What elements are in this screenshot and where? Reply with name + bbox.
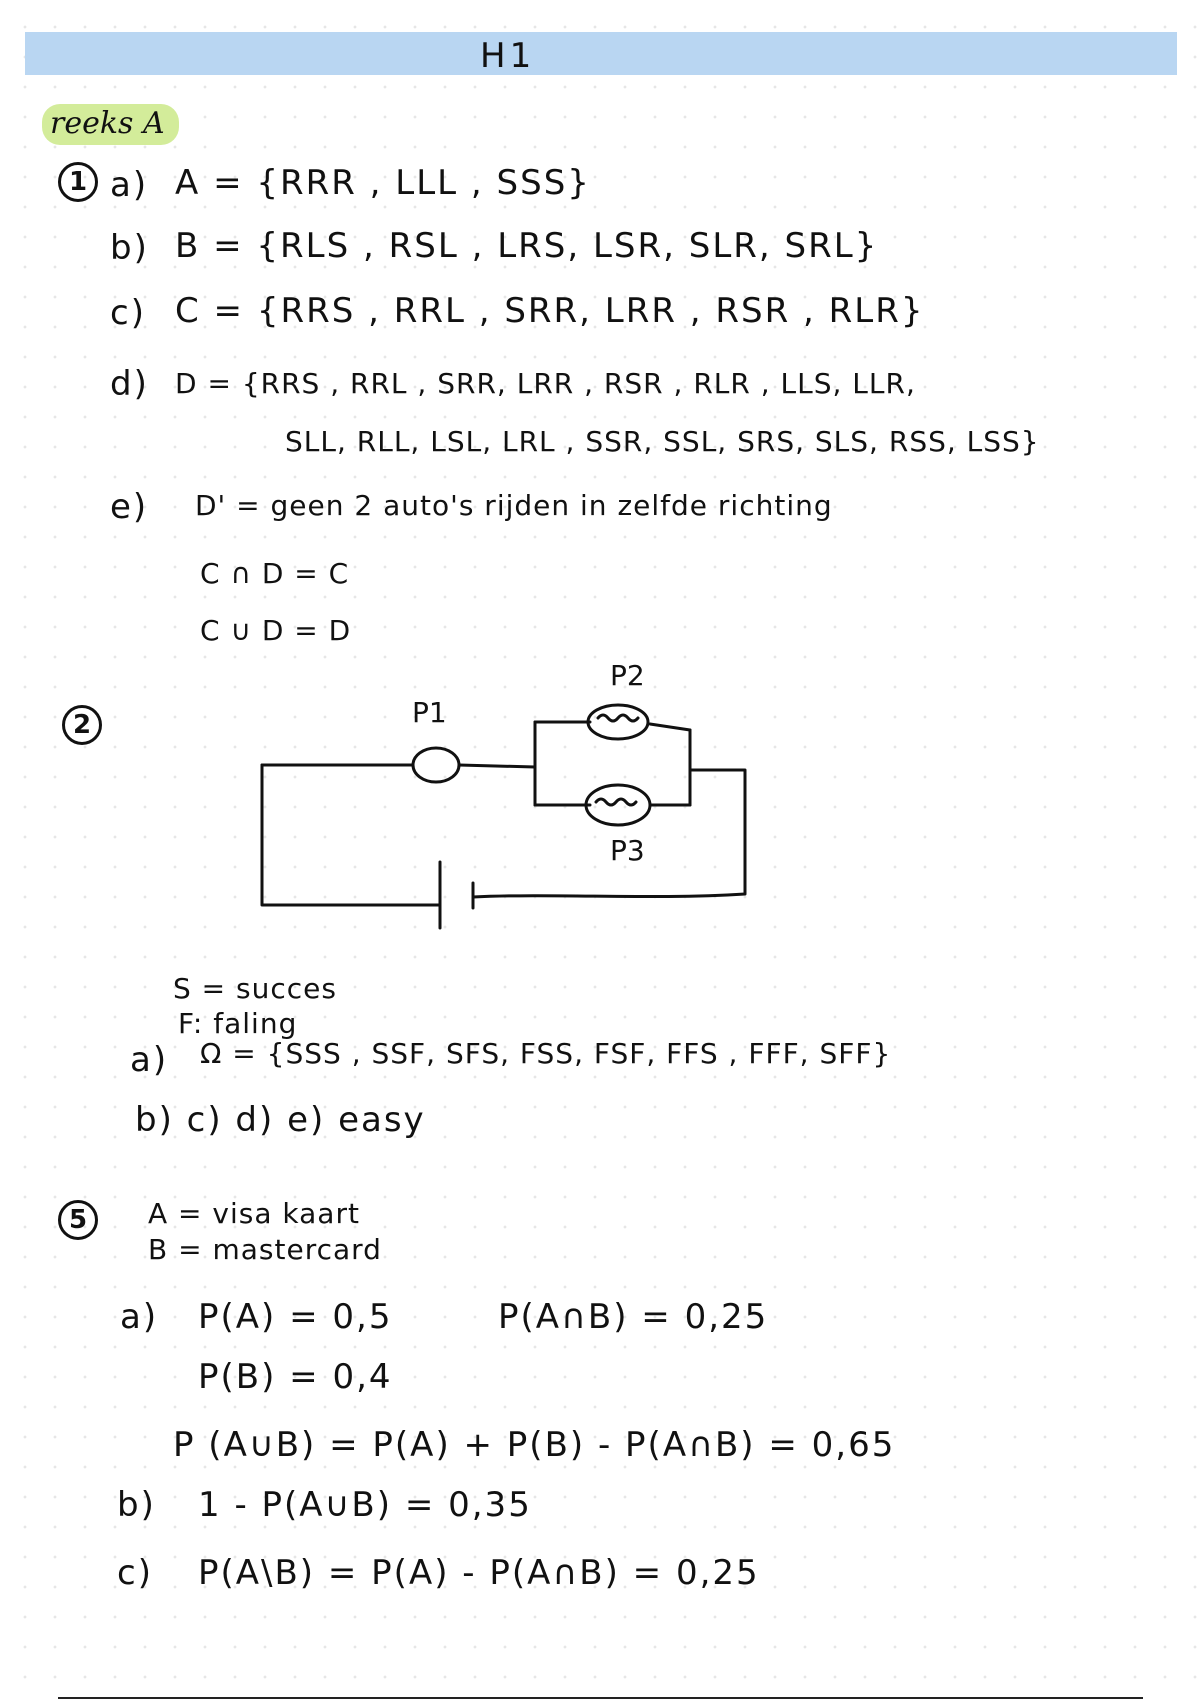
lamp-p1	[413, 748, 459, 782]
legend-success: S = succes	[173, 972, 337, 1005]
q1d-label: d)	[110, 364, 149, 404]
question-5-number: 5	[58, 1200, 98, 1240]
q1e-label: e)	[110, 487, 149, 527]
q1c-label: c)	[110, 293, 146, 333]
q1a-label: a)	[110, 165, 149, 205]
lamp-label-p1: P1	[412, 696, 447, 729]
q2b-text: b) c) d) e) easy	[135, 1100, 426, 1140]
q5a-label: a)	[120, 1297, 159, 1337]
question-2-number: 2	[62, 705, 102, 745]
lamp-p2	[588, 705, 648, 739]
q1d-line1: D = {RRS , RRL , SRR, LRR , RSR , RLR , LLS, LLR,	[175, 367, 916, 400]
q2a-label: a)	[130, 1040, 169, 1080]
q5c-text: P(A\B) = P(A) - P(A∩B) = 0,25	[198, 1553, 760, 1593]
q1e-intersection: C ∩ D = C	[200, 557, 350, 590]
lamp-p3-filament	[596, 799, 636, 805]
q5a-pa: P(A) = 0,5	[198, 1297, 393, 1337]
lamp-label-p3: P3	[610, 834, 645, 867]
q5a-pb: P(B) = 0,4	[198, 1357, 393, 1397]
q1b-text: B = {RLS , RSL , LRS, LSR, SLR, SRL}	[175, 226, 879, 266]
page-title: H1	[480, 36, 536, 76]
q1c-text: C = {RRS , RRL , SRR, LRR , RSR , RLR}	[175, 291, 925, 331]
q5c-label: c)	[117, 1553, 153, 1593]
q5-definition-b: B = mastercard	[148, 1233, 382, 1266]
q1a-text: A = {RRR , LLL , SSS}	[175, 163, 591, 203]
q5b-label: b)	[117, 1485, 156, 1525]
q2a-text: Ω = {SSS , SSF, SFS, FSS, FSF, FFS , FFF, SFF}	[200, 1037, 892, 1070]
q1b-label: b)	[110, 228, 149, 268]
lamp-label-p2: P2	[610, 659, 645, 692]
circuit-wire-middle	[459, 765, 535, 767]
circuit-wire-bottom	[473, 770, 745, 897]
lamp-p3	[586, 785, 650, 825]
question-1-number: 1	[58, 162, 98, 202]
q1e-union: C ∪ D = D	[200, 614, 352, 647]
page-bottom-rule	[58, 1697, 1143, 1699]
q5-definition-a: A = visa kaart	[148, 1197, 360, 1230]
q1d-line2: SLL, RLL, LSL, LRL , SSR, SSL, SRS, SLS, RSS, LSS}	[285, 425, 1040, 458]
lamp-p2-filament	[598, 715, 638, 721]
section-label: reeks A	[42, 104, 179, 145]
q5a-paub: P (A∪B) = P(A) + P(B) - P(A∩B) = 0,65	[173, 1425, 896, 1465]
q1e-line1: D' = geen 2 auto's rijden in zelfde richting	[195, 489, 833, 522]
circuit-wire-left	[262, 765, 440, 905]
parallel-top-wire	[535, 722, 690, 730]
q5a-panb: P(A∩B) = 0,25	[498, 1297, 769, 1337]
legend-failure: F: faling	[178, 1007, 298, 1040]
q5b-text: 1 - P(A∪B) = 0,35	[198, 1485, 532, 1525]
